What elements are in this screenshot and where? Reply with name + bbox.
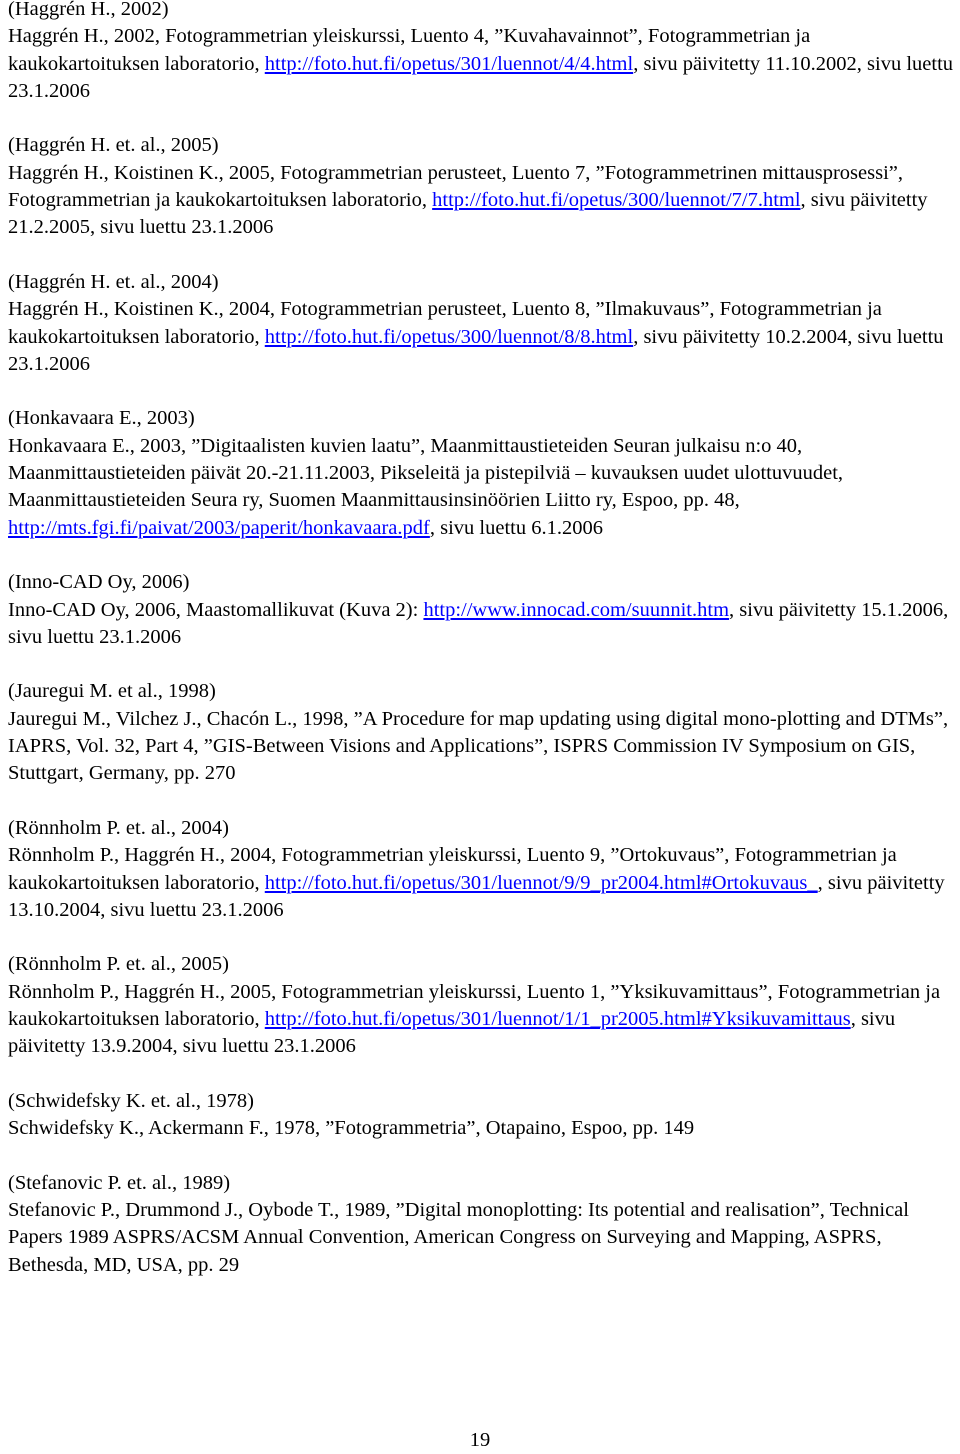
reference-text (8, 433, 956, 542)
reference-key: (Schwidefsky K. et. al., 1978) (8, 1089, 254, 1112)
reference-text (8, 706, 956, 788)
reference-entry (8, 0, 956, 105)
reference-part: , sivu päivitetty 10.2.2004, sivu luettu 23.1.2006 (8, 325, 944, 375)
reference-part: , sivu päivitetty 11.10.2002, sivu luettu 23.1.2006 (8, 52, 954, 102)
reference-link[interactable]: http://foto.hut.fi/opetus/300/luennot/7/7.html (432, 189, 801, 212)
reference-text (8, 842, 956, 924)
reference-list (8, 0, 956, 1306)
reference-text (8, 296, 956, 378)
reference-part: , sivu päivitetty 13.10.2004, sivu luettu 23.1.2006 (8, 871, 945, 921)
reference-text (8, 160, 956, 242)
reference-entry (8, 569, 956, 651)
reference-part: , sivu päivitetty 21.2.2005, sivu luettu 23.1.2006 (8, 189, 928, 239)
reference-part: Honkavaara E., 2003, ”Digitaalisten kuvien laatu”, Maanmittaustieteiden Seuran julkaisu n:o 40, Maanmittaustieteiden päivät 20.-21.11.2003, Pikseleitä ja pistepilviä – kuvauksen uudet ulottuvuudet, Maanmittaustieteiden Seura ry, Suomen Maanmittausinsinöörien Liitto ry, Espoo, pp. 48, (8, 434, 844, 512)
reference-part: Rönnholm P., Haggrén H., 2004, Fotogrammetrian yleiskurssi, Luento 9, ”Ortokuvaus”, Fotogrammetrian ja kaukokartoituksen laboratorio, (8, 844, 897, 894)
reference-part: , sivu päivitetty 15.1.2006, sivu luettu 23.1.2006 (8, 598, 949, 648)
reference-key: (Jauregui M. et al., 1998) (8, 680, 216, 703)
reference-part: , sivu luettu 6.1.2006 (429, 516, 603, 539)
page-number: 19 (469, 1429, 491, 1451)
reference-link[interactable]: http://foto.hut.fi/opetus/300/luennot/8/8.html (264, 325, 634, 348)
reference-entry (8, 678, 956, 787)
reference-part: Schwidefsky K., Ackermann F., 1978, ”Fotogrammetria”, Otapaino, Espoo, pp. 149 (8, 1117, 695, 1140)
reference-text (8, 597, 956, 652)
reference-entry (8, 405, 956, 541)
reference-link[interactable]: http://foto.hut.fi/opetus/301/luennot/9/9_pr2004.html#Ortokuvaus_ (264, 871, 818, 894)
reference-key: (Inno-CAD Oy, 2006) (8, 571, 190, 594)
reference-part: Jauregui M., Vilchez J., Chacón L., 1998, ”A Procedure for map updating using digital mono-plotting and DTMs”, IAPRS, Vol. 32, Part 4, ”GIS-Between Visions and Applications”, ISPRS Commission IV Symposium on GIS, Stuttgart, Germany, pp. 270 (8, 707, 949, 785)
reference-key: (Haggrén H. et. al., 2004) (8, 270, 219, 293)
reference-entry (8, 951, 956, 1060)
reference-part: Haggrén H., 2002, Fotogrammetrian yleiskurssi, Luento 4, ”Kuvahavainnot”, Fotogrammetrian ja kaukokartoituksen laboratorio, (8, 25, 811, 75)
reference-part: Inno-CAD Oy, 2006, Maastomallikuvat (Kuva 2): (8, 598, 424, 621)
reference-text (8, 979, 956, 1061)
reference-text (8, 1197, 956, 1279)
reference-part: Rönnholm P., Haggrén H., 2005, Fotogrammetrian yleiskurssi, Luento 1, ”Yksikuvamittaus”, Fotogrammetrian ja kaukokartoituksen laboratorio, (8, 980, 941, 1030)
reference-key: (Honkavaara E., 2003) (8, 407, 195, 430)
reference-part: Stefanovic P., Drummond J., Oybode T., 1989, ”Digital monoplotting: Its potential and realisation”, Technical Papers 1989 ASPRS/ACSM Annual Convention, American Congress on Surveying and Mapping, ASPRS, Bethesda, MD, USA, pp. 29 (8, 1199, 909, 1276)
reference-text (8, 1115, 956, 1142)
reference-entry (8, 815, 956, 924)
reference-key: (Haggrén H., 2002) (8, 0, 169, 20)
reference-part: , sivu päivitetty 13.9.2004, sivu luettu 23.1.2006 (8, 1007, 896, 1058)
reference-entry (8, 1170, 956, 1279)
reference-key: (Rönnholm P. et. al., 2005) (8, 953, 229, 976)
reference-part: Haggrén H., Koistinen K., 2004, Fotogrammetrian perusteet, Luento 8, ”Ilmakuvaus”, Fotogrammetrian ja kaukokartoituksen laboratorio, (8, 298, 882, 348)
reference-part: Haggrén H., Koistinen K., 2005, Fotogrammetrian perusteet, Luento 7, ”Fotogrammetrinen mittausprosessi”, Fotogrammetrian ja kaukokartoituksen laboratorio, (8, 161, 903, 212)
reference-link[interactable]: http://mts.fgi.fi/paivat/2003/paperit/honkavaara.pdf (8, 516, 430, 539)
reference-key: (Haggrén H. et. al., 2005) (8, 134, 219, 157)
reference-entry (8, 132, 956, 241)
reference-text (8, 23, 956, 105)
reference-link[interactable]: http://www.innocad.com/suunnit.htm (423, 598, 730, 621)
reference-entry (8, 1088, 956, 1143)
reference-entry (8, 269, 956, 378)
reference-link[interactable]: http://foto.hut.fi/opetus/301/luennot/1/1_pr2005.html#Yksikuvamittaus (264, 1007, 851, 1030)
reference-key: (Stefanovic P. et. al., 1989) (8, 1171, 231, 1194)
reference-link[interactable]: http://foto.hut.fi/opetus/301/luennot/4/4.html (264, 52, 634, 75)
reference-key: (Rönnholm P. et. al., 2004) (8, 816, 229, 839)
